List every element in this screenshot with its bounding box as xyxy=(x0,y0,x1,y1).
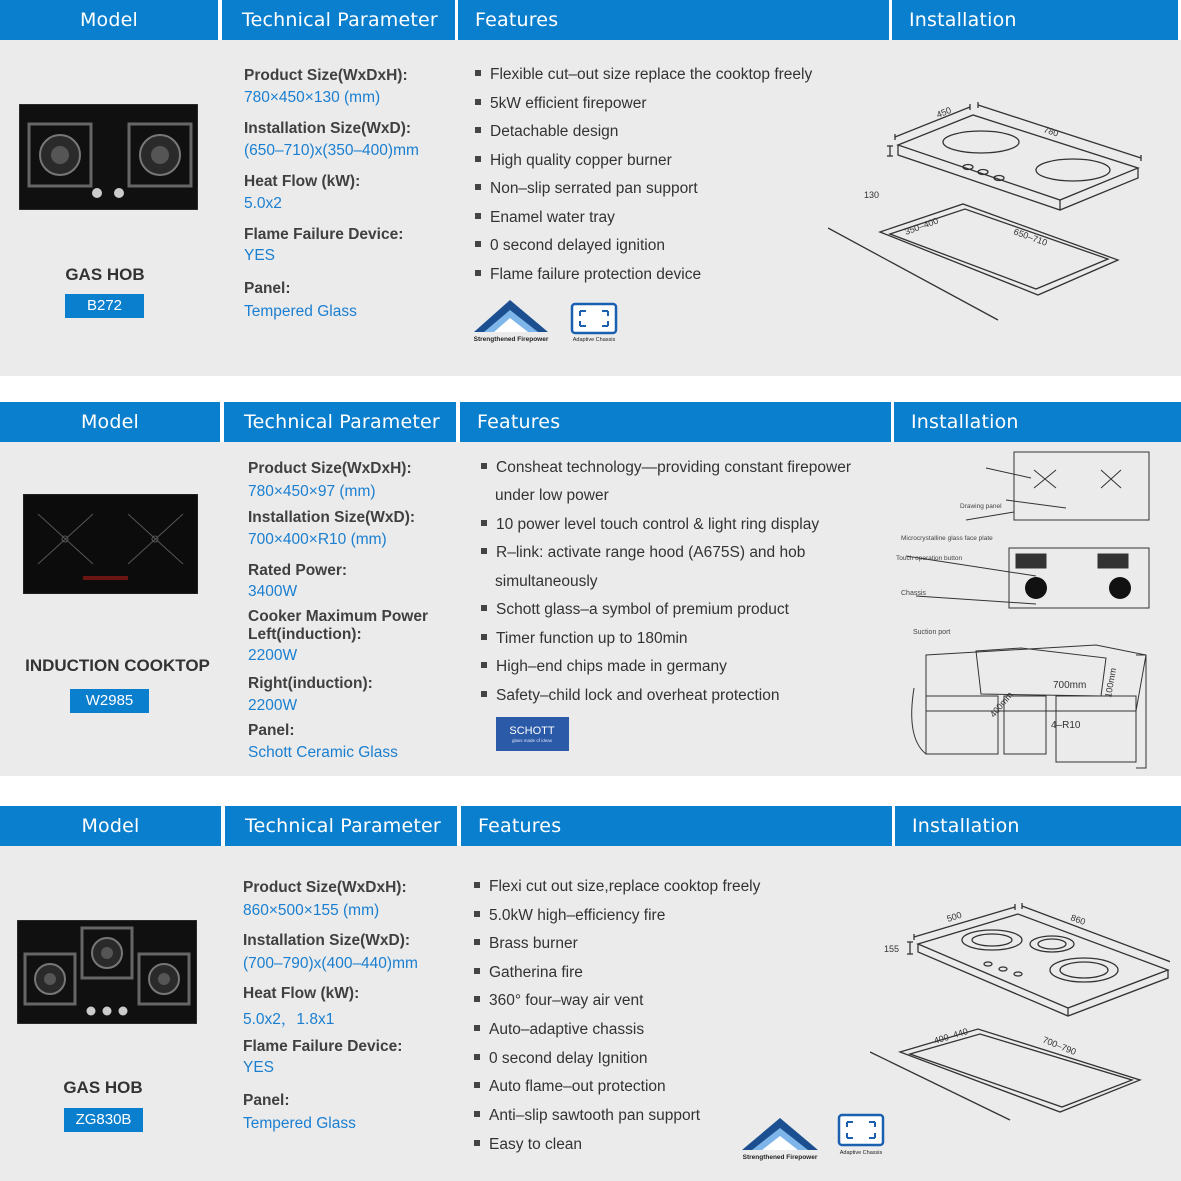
svg-text:350–400: 350–400 xyxy=(903,215,940,237)
svg-text:Microcrystalline glass face pl: Microcrystalline glass face plate xyxy=(901,535,993,542)
param-label: Installation Size(WxD): xyxy=(248,509,416,526)
param-label: Heat Flow (kW): xyxy=(244,173,361,190)
feature-item: Flexible cut–out size replace the cooktop freely xyxy=(475,66,812,84)
param-label: Panel: xyxy=(248,722,295,739)
header-installation: Installation xyxy=(894,402,1181,442)
param-value: 3400W xyxy=(248,583,298,600)
svg-text:700mm: 700mm xyxy=(1053,680,1087,691)
svg-text:4–R10: 4–R10 xyxy=(1051,720,1081,731)
param-value: 2200W xyxy=(248,697,298,714)
feature-item: 360° four–way air vent xyxy=(474,992,643,1010)
param-value: 780×450×130 (mm) xyxy=(244,89,381,106)
header-model: Model xyxy=(0,806,221,846)
model-name: INDUCTION COOKTOP xyxy=(25,656,210,675)
svg-text:Suction port: Suction port xyxy=(913,629,951,636)
param-value: YES xyxy=(244,247,276,264)
param-label: Product Size(WxDxH): xyxy=(244,67,408,84)
param-label: Right(induction): xyxy=(248,675,373,692)
feature-item: Flexi cut out size,replace cooktop freely xyxy=(474,878,760,896)
adaptive-chassis-icon xyxy=(568,302,622,344)
param-label: Panel: xyxy=(243,1092,290,1109)
header-model: Model xyxy=(0,0,218,40)
feature-item: Safety–child lock and overheat protection xyxy=(481,687,779,705)
svg-text:400–440: 400–440 xyxy=(932,1026,970,1046)
induction-cooktop-image xyxy=(23,494,198,594)
param-value: 5.0x2 xyxy=(244,195,282,212)
param-label: Product Size(WxDxH): xyxy=(248,460,412,477)
svg-text:SCHOTT: SCHOTT xyxy=(509,725,555,737)
svg-text:glass made of ideas: glass made of ideas xyxy=(511,738,553,743)
param-label: Installation Size(WxD): xyxy=(244,120,412,137)
model-code: ZG830B xyxy=(64,1108,143,1132)
feature-item: Timer function up to 180min xyxy=(481,630,688,648)
svg-text:650–710: 650–710 xyxy=(1012,226,1049,248)
feature-item: Flame failure protection device xyxy=(475,266,701,284)
installation-diagram xyxy=(870,882,1170,1122)
svg-text:Strengthened Firepower: Strengthened Firepower xyxy=(742,1154,818,1161)
header-features: Features xyxy=(460,402,891,442)
svg-text:Touch operation button: Touch operation button xyxy=(896,555,963,562)
header-features: Features xyxy=(458,0,889,40)
strengthened-firepower-icon xyxy=(470,298,552,344)
svg-text:155: 155 xyxy=(884,944,900,954)
svg-text:Chassis: Chassis xyxy=(901,590,926,597)
feature-item: 10 power level touch control & light ring display xyxy=(481,516,819,534)
feature-item: 5.0kW high–efficiency fire xyxy=(474,907,665,925)
param-value: Tempered Glass xyxy=(243,1115,356,1132)
param-label: Left(induction): xyxy=(248,626,362,643)
header-installation: Installation xyxy=(892,0,1178,40)
installation-diagram xyxy=(896,448,1181,776)
feature-item: Easy to clean xyxy=(474,1136,582,1154)
header-installation: Installation xyxy=(895,806,1181,846)
param-label: Flame Failure Device: xyxy=(244,226,404,243)
param-value: (700–790)x(400–440)mm xyxy=(243,955,418,972)
svg-text:500: 500 xyxy=(945,909,963,924)
model-name: GAS HOB xyxy=(65,265,145,284)
svg-text:400mm: 400mm xyxy=(987,689,1015,720)
table-header xyxy=(0,402,1181,442)
param-value: 2200W xyxy=(248,647,298,664)
feature-item: 5kW efficient firepower xyxy=(475,95,647,113)
param-value: Schott Ceramic Glass xyxy=(248,744,398,761)
strengthened-firepower-icon xyxy=(738,1116,822,1162)
param-label: Cooker Maximum Power xyxy=(248,608,429,625)
table-header xyxy=(0,0,1181,40)
feature-item: High quality copper burner xyxy=(475,152,672,170)
header-technical-parameter: Technical Parameter xyxy=(225,806,457,846)
param-label: Panel: xyxy=(244,280,291,297)
svg-text:130: 130 xyxy=(864,190,880,200)
param-label: Installation Size(WxD): xyxy=(243,932,411,949)
param-label: Heat Flow (kW): xyxy=(243,985,360,1002)
header-technical-parameter: Technical Parameter xyxy=(224,402,456,442)
param-value: 860×500×155 (mm) xyxy=(243,902,380,919)
product-body xyxy=(0,442,1181,776)
param-value: YES xyxy=(243,1059,275,1076)
svg-text:860: 860 xyxy=(1069,912,1087,928)
feature-item: Schott glass–a symbol of premium product xyxy=(481,601,789,619)
feature-item: High–end chips made in germany xyxy=(481,658,727,676)
feature-item-continued: under low power xyxy=(495,487,609,504)
param-value: 700×400×R10 (mm) xyxy=(248,531,387,548)
param-value: (650–710)x(350–400)mm xyxy=(244,142,419,159)
model-name: GAS HOB xyxy=(63,1078,143,1097)
feature-item: Auto–adaptive chassis xyxy=(474,1021,644,1039)
product-section-b272 xyxy=(0,0,1181,376)
feature-item: Brass burner xyxy=(474,935,578,953)
installation-diagram xyxy=(828,90,1148,330)
header-model: Model xyxy=(0,402,220,442)
product-body xyxy=(0,846,1181,1181)
product-body xyxy=(0,40,1181,376)
model-code: B272 xyxy=(65,294,144,318)
param-value: Tempered Glass xyxy=(244,303,357,320)
feature-item: Non–slip serrated pan support xyxy=(475,180,698,198)
svg-text:100mm: 100mm xyxy=(1103,667,1119,699)
feature-item: Anti–slip sawtooth pan support xyxy=(474,1107,700,1125)
feature-item: Detachable design xyxy=(475,123,618,141)
param-value: 5.0x2，1.8x1 xyxy=(243,1011,335,1028)
feature-item: 0 second delay Ignition xyxy=(474,1050,648,1068)
svg-text:Adaptive Chassis: Adaptive Chassis xyxy=(839,1150,883,1156)
param-label: Product Size(WxDxH): xyxy=(243,879,407,896)
feature-item: R–link: activate range hood (A675S) and hob xyxy=(481,544,805,562)
svg-text:Adaptive Chassis: Adaptive Chassis xyxy=(572,337,616,343)
feature-item-continued: simultaneously xyxy=(495,573,598,590)
schott-logo xyxy=(496,717,569,751)
feature-item: Enamel water tray xyxy=(475,209,615,227)
svg-text:780: 780 xyxy=(1042,124,1060,139)
param-value: 780×450×97 (mm) xyxy=(248,483,376,500)
product-section-w2985 xyxy=(0,402,1181,776)
product-section-zg830b xyxy=(0,806,1181,1181)
svg-text:450: 450 xyxy=(935,104,953,120)
feature-item: Auto flame–out protection xyxy=(474,1078,666,1096)
gas-hob-zg830b-image xyxy=(17,920,197,1024)
header-technical-parameter: Technical Parameter xyxy=(222,0,455,40)
model-code: W2985 xyxy=(70,689,149,713)
feature-item: Consheat technology—providing constant firepower xyxy=(481,459,851,477)
svg-text:Strengthened Firepower: Strengthened Firepower xyxy=(473,336,549,343)
param-label: Rated Power: xyxy=(248,562,348,579)
svg-text:Drawing panel: Drawing panel xyxy=(960,503,1002,510)
gas-hob-b272-image xyxy=(19,104,198,210)
table-header xyxy=(0,806,1181,846)
header-features: Features xyxy=(461,806,892,846)
feature-item: Gatherina fire xyxy=(474,964,583,982)
param-label: Flame Failure Device: xyxy=(243,1038,403,1055)
svg-text:700–790: 700–790 xyxy=(1041,1034,1078,1057)
feature-item: 0 second delayed ignition xyxy=(475,237,665,255)
